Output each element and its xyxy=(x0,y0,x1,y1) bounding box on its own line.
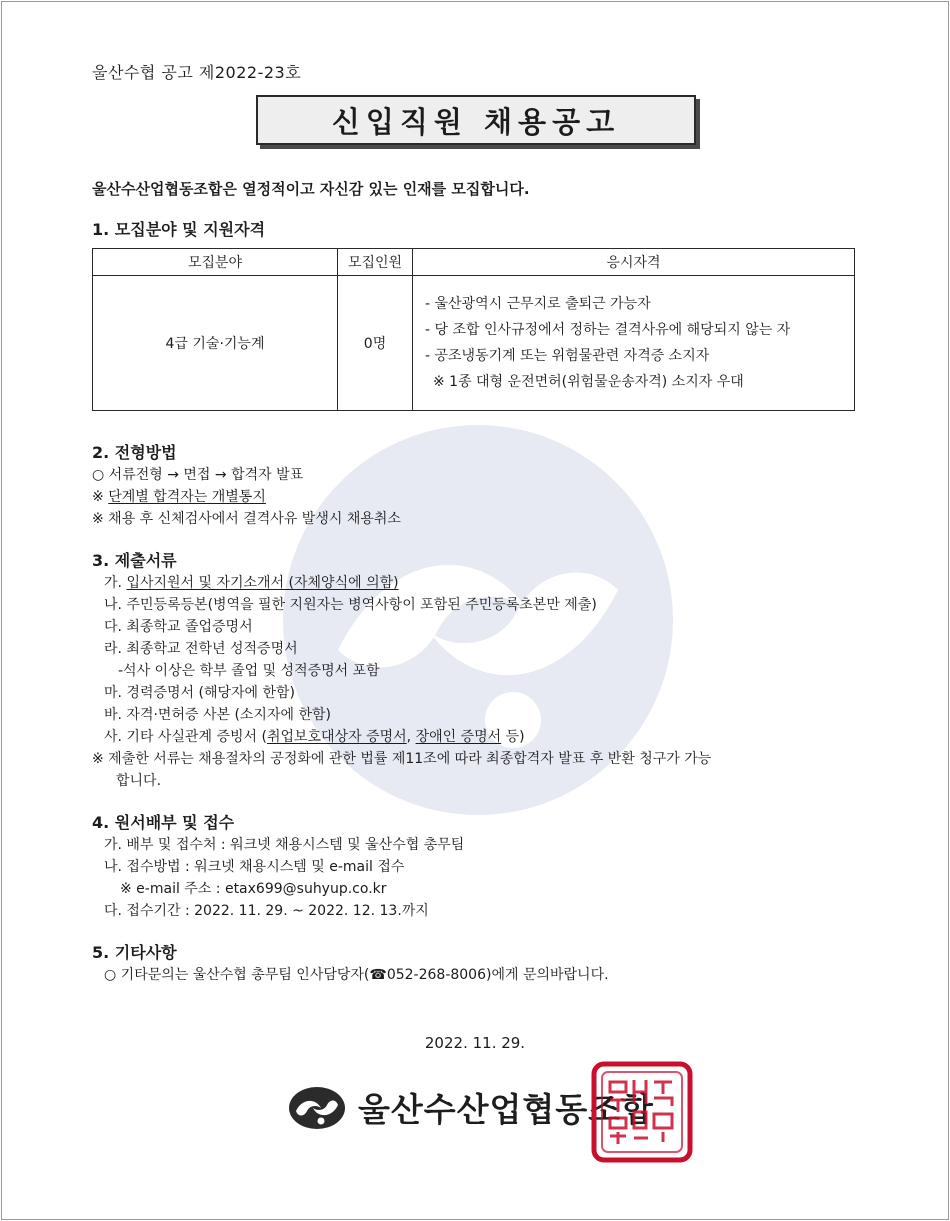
notice-underlined: 단계별 합격자는 개별통지 xyxy=(108,489,266,505)
organization-name: 울산수산업협동조합 xyxy=(358,1090,654,1129)
document-number: 울산수협 공고 제2022-23호 xyxy=(92,63,302,82)
email-address: ※ e-mail 주소 : etax699@suhyup.co.kr xyxy=(120,881,387,897)
document-item: 바. 자격·면허증 사본 (소지자에 한함) xyxy=(104,707,331,723)
table-row xyxy=(93,276,855,411)
document-item: 라. 최종학교 전학년 성적증명서 xyxy=(104,641,298,657)
cancel-notice: ※ 채용 후 신체검사에서 결격사유 발생시 채용취소 xyxy=(92,511,401,527)
document-item: 다. 최종학교 졸업증명서 xyxy=(104,619,253,635)
section-2-heading: 2. 전형방법 xyxy=(92,443,177,462)
table-header: 모집인원 xyxy=(338,249,413,276)
table-header: 응시자격 xyxy=(413,249,855,276)
official-seal-stamp xyxy=(588,1058,696,1166)
section-4-heading: 4. 원서배부 및 접수 xyxy=(92,813,235,832)
document-item: 가. 입사지원서 및 자기소개서 (자체양식에 의함) xyxy=(104,575,399,591)
document-item: 마. 경력증명서 (해당자에 한함) xyxy=(104,685,296,701)
recruitment-table xyxy=(92,248,855,411)
document-item: 사. 기타 사실관계 증빙서 (취업보호대상자 증명서, 장애인 증명서 등) xyxy=(104,729,525,745)
document-item-underlined: 입사지원서 및 자기소개서 (자체양식에 의함) xyxy=(126,575,399,591)
page-title: 신입직원 채용공고 xyxy=(331,104,621,139)
application-item: 나. 접수방법 : 워크넷 채용시스템 및 e-mail 접수 xyxy=(104,859,405,875)
application-period: 다. 접수기간 : 2022. 11. 29. ~ 2022. 12. 13.까지 xyxy=(104,903,429,919)
qualification-item: - 울산광역시 근무지로 출퇴근 가능자 xyxy=(425,296,651,312)
return-notice-cont: 합니다. xyxy=(116,773,162,789)
document-subitem: -석사 이상은 학부 졸업 및 성적증명서 포함 xyxy=(118,663,380,679)
section-5-heading: 5. 기타사항 xyxy=(92,943,177,962)
recruit-field: 4급 기술·기능계 xyxy=(93,276,338,411)
qualifications-cell xyxy=(413,276,855,411)
application-item: 가. 배부 및 접수처 : 워크넷 채용시스템 및 울산수협 총무팀 xyxy=(104,837,465,853)
selection-process: ○ 서류전형 → 면접 → 합격자 발표 xyxy=(92,467,304,483)
section-1-heading: 1. 모집분야 및 지원자격 xyxy=(92,220,266,239)
qualification-item: - 공조냉동기계 또는 위험물관련 자격증 소지자 xyxy=(425,348,710,364)
qualification-item: - 당 조합 인사규정에서 정하는 결격사유에 해당되지 않는 자 xyxy=(425,322,791,338)
document-item: 나. 주민등록등본(병역을 필한 지원자는 병역사항이 포함된 주민등록초본만 제출) xyxy=(104,597,597,613)
section-3-heading: 3. 제출서류 xyxy=(92,551,177,570)
table-header: 모집분야 xyxy=(93,249,338,276)
qualification-note: ※ 1종 대형 운전면허(위험물운송자격) 소지자 우대 xyxy=(433,374,744,390)
intro-text: 울산수산업협동조합은 열정적이고 자신감 있는 인재를 모집합니다. xyxy=(92,180,530,198)
recruit-count: 0명 xyxy=(338,276,413,411)
cooperative-logo-icon xyxy=(288,1086,346,1130)
title-box xyxy=(256,95,696,145)
notice-line xyxy=(92,486,266,506)
table-header-row xyxy=(93,249,855,276)
return-notice: ※ 제출한 서류는 채용절차의 공정화에 관한 법률 제11조에 따라 최종합격자 발표 후 반환 청구가 가능 xyxy=(92,751,712,767)
note-mark: ※ xyxy=(92,489,109,505)
contact-info: ○ 기타문의는 울산수협 총무팀 인사담당자(☎052-268-8006)에게 문의바랍니다. xyxy=(104,967,609,983)
issue-date: 2022. 11. 29. xyxy=(424,1034,526,1052)
